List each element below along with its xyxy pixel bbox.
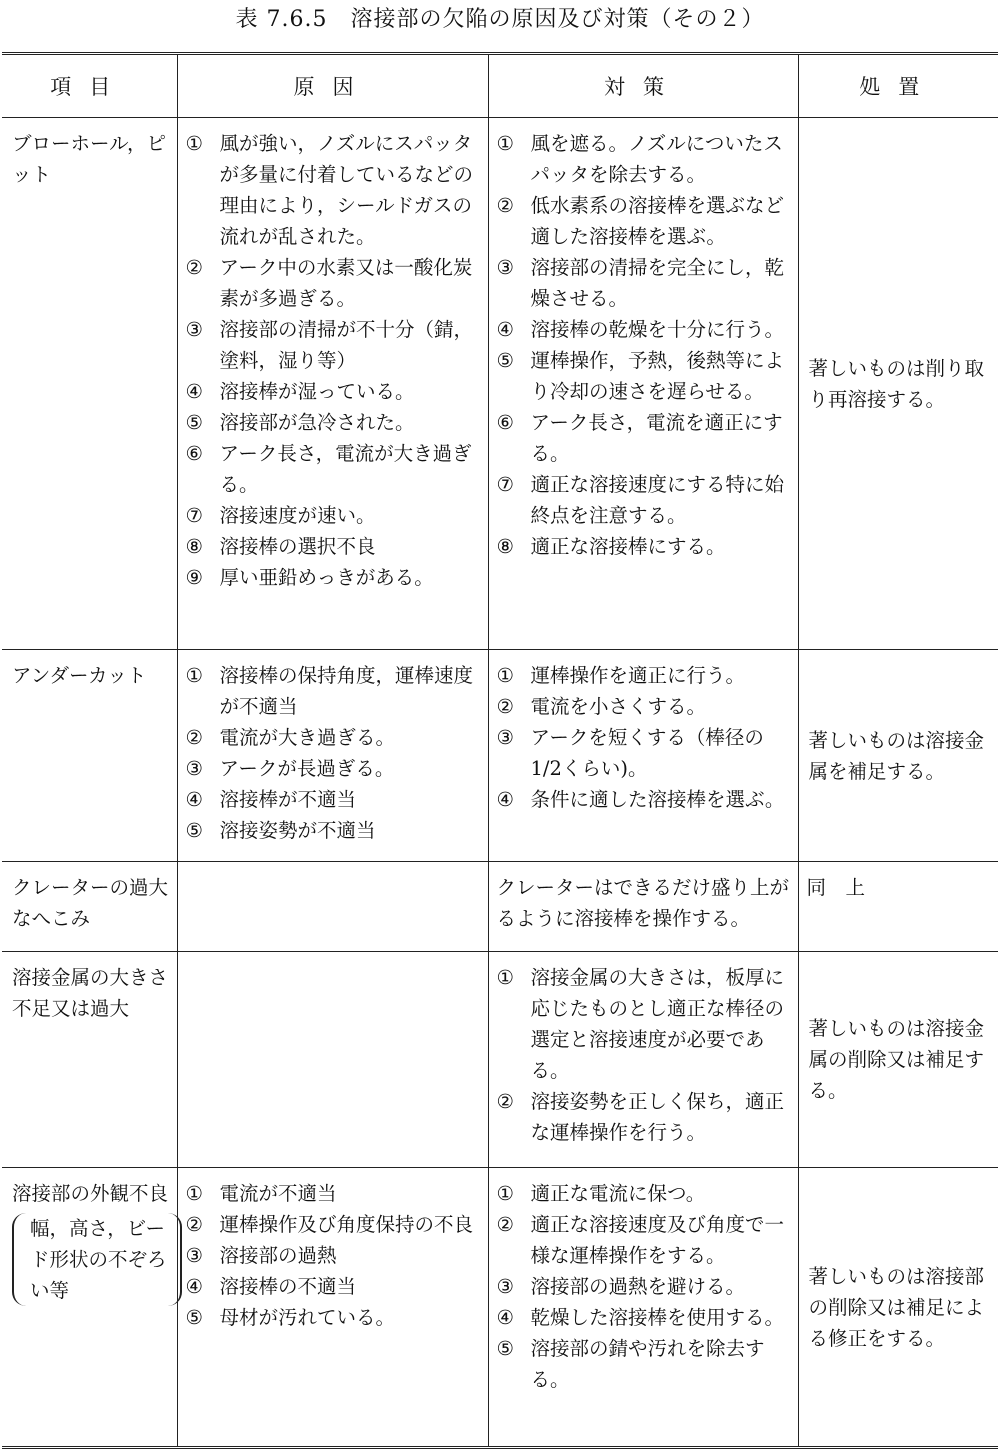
cause-list [186,660,480,846]
cause-text: 運棒操作及び角度保持の不良 [219,1213,474,1236]
measure-text: 適正な溶接速度及び角度で一様な運棒操作をする。 [530,1213,785,1267]
item-number: ② [496,695,514,718]
action-text: 著しいものは溶接部の削除又は補足による修正をする。 [808,1264,985,1350]
cause-text: 溶接棒の保持角度，運棒速度が不適当 [219,664,474,718]
cause-list [186,1178,480,1333]
measure-text: 運棒操作を適正に行う。 [530,664,746,687]
item-text: 溶接部の外観不良 [12,1182,169,1205]
item-number: ④ [185,1275,203,1298]
item-number: ③ [496,726,514,749]
measure-text: クレーターはできるだけ盛り上がるように溶接棒を操作する。 [496,876,790,930]
cause-list-item [186,784,480,815]
measure-list-item [497,345,790,407]
measure-list-item [497,314,790,345]
measure-list-item [497,691,790,722]
table-row [2,862,998,952]
measure-list-item [497,469,790,531]
defect-table [2,52,998,1449]
cause-text: アークが長過ぎる。 [219,757,395,780]
measure-list-item [497,1086,790,1148]
measure-list [497,962,790,1148]
item-text: アンダーカット [12,664,147,687]
action-cell [798,862,998,952]
measure-text: 溶接部の錆や汚れを除去する。 [530,1337,765,1391]
item-note: 幅，高さ，ビード形状の不ぞろい等 [12,1213,182,1306]
item-cell [2,650,177,862]
measure-cell [488,118,798,650]
item-number: ① [496,664,514,687]
cause-list-item [186,531,480,562]
cause-list-item [186,1302,480,1333]
measure-text: 溶接姿勢を正しく保ち，適正な運棒操作を行う。 [530,1090,785,1144]
cause-list-item [186,660,480,722]
item-number: ⑤ [185,819,203,842]
measure-text: 風を遮る。ノズルについたスパッタを除去する。 [530,132,783,186]
measure-list-item [497,1209,790,1271]
measure-list-item [497,190,790,252]
measure-text: 条件に適した溶接棒を選ぶ。 [530,788,785,811]
item-text: クレーターの過大なへこみ [12,876,169,930]
measure-cell [488,650,798,862]
item-number: ⑤ [185,1306,203,1329]
cause-text: 溶接姿勢が不適当 [219,819,376,842]
measure-list [497,1178,790,1395]
table-row [2,952,998,1168]
cause-list-item [186,815,480,846]
item-number: ⑤ [496,349,514,372]
measure-text: 適正な溶接棒にする。 [530,535,726,558]
item-number: ① [496,132,514,155]
header-row [2,54,998,118]
item-number: ③ [185,1244,203,1267]
cause-text: 溶接速度が速い。 [219,504,376,527]
measure-text: 溶接金属の大きさは，板厚に応じたものとし適正な棒径の選定と溶接速度が必要である。 [530,966,785,1082]
cause-text: 溶接棒が不適当 [219,788,357,811]
cause-cell [177,862,488,952]
header-cause: 原因 [177,54,488,118]
measure-list-item [497,128,790,190]
cause-text: 溶接部が急冷された。 [219,411,415,434]
cause-text: 風が強い，ノズルにスパッタが多量に付着しているなどの理由により，シールドガスの流れが乱された。 [219,132,474,248]
item-number: ③ [496,256,514,279]
action-text: 著しいものは削り取り再溶接する。 [808,356,985,411]
item-number: ④ [496,318,514,341]
cause-list-item [186,1271,480,1302]
item-number: ③ [185,757,203,780]
measure-text: 運棒操作，予熱，後熱等により冷却の速さを遅らせる。 [530,349,785,403]
item-number: ② [185,726,203,749]
measure-list-item [497,1178,790,1209]
item-number: ② [185,256,203,279]
cause-list-item [186,438,480,500]
item-cell [2,1168,177,1448]
measure-text: 溶接棒の乾燥を十分に行う。 [530,318,785,341]
cause-list-item [186,722,480,753]
measure-list-item [497,962,790,1086]
item-number: ⑥ [185,442,203,465]
cause-list [186,128,480,593]
item-number: ① [496,1182,514,1205]
item-number: ⑨ [185,566,203,589]
cause-cell [177,650,488,862]
cause-text: アーク長さ，電流が大き過ぎる。 [219,442,472,496]
table-row [2,650,998,862]
cause-list-item [186,314,480,376]
cause-text: 厚い亜鉛めっきがある。 [219,566,434,589]
table-row [2,118,998,650]
item-number: ② [496,1213,514,1236]
item-cell [2,118,177,650]
item-number: ⑧ [496,535,514,558]
item-text: 溶接金属の大きさ不足又は過大 [12,966,169,1020]
item-cell [2,952,177,1168]
cause-list-item [186,1209,480,1240]
measure-list-item [497,1302,790,1333]
item-number: ⑧ [185,535,203,558]
measure-list-item [497,531,790,562]
item-number: ② [496,194,514,217]
cause-list-item [186,1240,480,1271]
measure-list-item [497,1333,790,1395]
measure-text: 適正な溶接速度にする特に始終点を注意する。 [530,473,785,527]
measure-text: 溶接部の過熱を避ける。 [530,1275,746,1298]
table-title: 表 7.6.5 溶接部の欠陥の原因及び対策（その２） [235,7,765,32]
table-row [2,1168,998,1448]
item-number: ④ [496,1306,514,1329]
measure-list-item [497,1271,790,1302]
measure-list [497,660,790,815]
item-number: ① [185,132,203,155]
cause-text: 溶接棒の不適当 [219,1275,357,1298]
measure-cell [488,952,798,1168]
cause-list-item [186,1178,480,1209]
cause-list-item [186,128,480,252]
action-cell [798,650,998,862]
header-action: 処置 [798,54,998,118]
cause-text: 溶接部の過熱 [219,1244,337,1267]
item-number: ⑥ [496,411,514,434]
header-item: 項目 [2,54,177,118]
measure-text: 溶接部の清掃を完全にし，乾燥させる。 [530,256,785,310]
measure-text: 電流を小さくする。 [530,695,707,718]
item-number: ③ [496,1275,514,1298]
measure-text: 低水素系の溶接棒を選ぶなど適した溶接棒を選ぶ。 [530,194,785,248]
measure-list-item [497,722,790,784]
action-text: 同 上 [806,876,866,899]
item-number: ② [496,1090,514,1113]
item-number: ④ [496,788,514,811]
cause-list-item [186,252,480,314]
item-cell [2,862,177,952]
cause-cell [177,1168,488,1448]
cause-text: 電流が不適当 [219,1182,337,1205]
action-text: 著しいものは溶接金属を補足する。 [808,728,985,783]
item-number: ⑤ [496,1337,514,1360]
measure-cell [488,862,798,952]
action-cell [798,118,998,650]
measure-list-item [497,407,790,469]
cause-text: 電流が大き過ぎる。 [219,726,396,749]
item-number: ③ [185,318,203,341]
item-text: ブローホール，ピット [12,132,167,186]
item-number: ⑦ [185,504,203,527]
item-number: ① [496,966,514,989]
measure-cell [488,1168,798,1448]
measure-text: 適正な電流に保つ。 [530,1182,706,1205]
cause-list-item [186,376,480,407]
measure-list-item [497,252,790,314]
cause-list-item [186,562,480,593]
measure-list [497,128,790,562]
item-number: ⑦ [496,473,514,496]
cause-list-item [186,500,480,531]
item-number: ② [185,1213,203,1236]
cause-list-item [186,407,480,438]
action-text: 著しいものは溶接金属の削除又は補足する。 [808,1017,985,1102]
item-number: ④ [185,788,203,811]
cause-text: 溶接棒の選択不良 [219,535,376,558]
item-number: ④ [185,380,203,403]
action-cell [798,952,998,1168]
cause-text: 母材が汚れている。 [219,1306,396,1329]
measure-text: 乾燥した溶接棒を使用する。 [530,1306,785,1329]
cause-text: 溶接部の清掃が不十分（錆，塗料，湿り等） [219,318,474,372]
cause-text: アーク中の水素又は一酸化炭素が多過ぎる。 [219,256,473,310]
measure-list-item [497,784,790,815]
measure-list-item [497,660,790,691]
cause-cell [177,952,488,1168]
measure-text: アーク長さ，電流を適正にする。 [530,411,783,465]
item-number: ① [185,664,203,687]
item-number: ⑤ [185,411,203,434]
header-measure: 対策 [488,54,798,118]
cause-cell [177,118,488,650]
cause-text: 溶接棒が湿っている。 [219,380,415,403]
item-number: ① [185,1182,203,1205]
measure-text: アークを短くする（棒径の1/2くらい)。 [530,726,764,780]
action-cell [798,1168,998,1448]
cause-list-item [186,753,480,784]
